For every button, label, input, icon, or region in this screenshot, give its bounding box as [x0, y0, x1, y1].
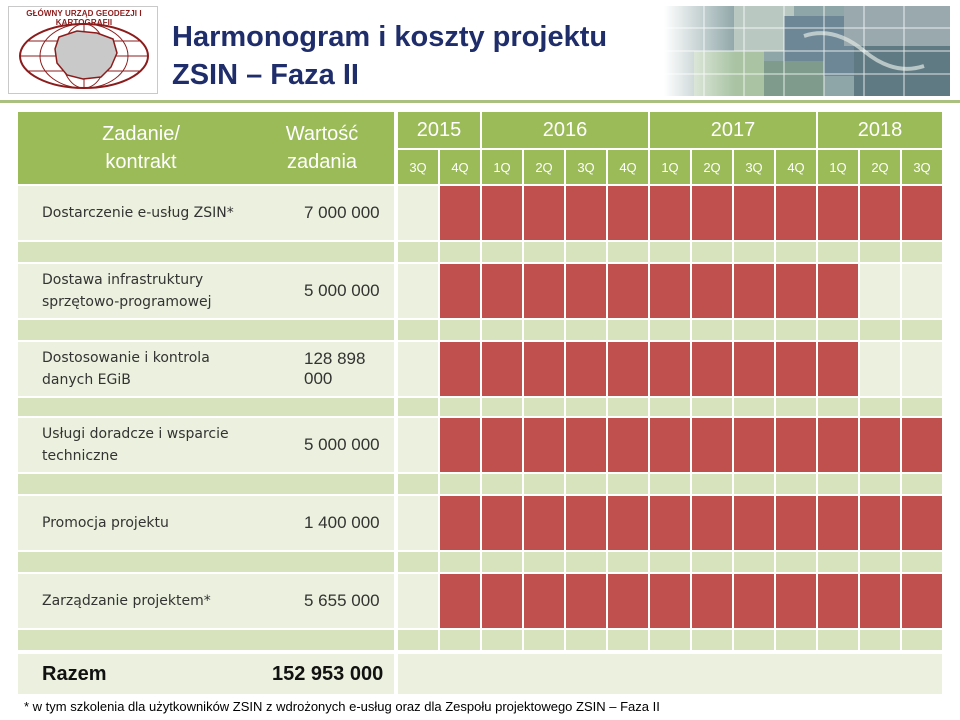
- row-spacer: [18, 474, 264, 494]
- total-label: [18, 654, 264, 694]
- quarter-col-1: [440, 150, 480, 184]
- year-2016-text: 2016: [542, 118, 588, 141]
- gantt-bar-cell: [734, 496, 774, 550]
- gantt-bar-cell: [482, 496, 522, 550]
- row-spacer: [566, 320, 606, 340]
- row-spacer: [692, 474, 732, 494]
- gantt-bar-cell: [440, 186, 480, 240]
- gantt-bar-cell: [734, 342, 774, 396]
- row-spacer: [398, 398, 438, 416]
- gugik-logo: [8, 6, 158, 94]
- row-spacer: [776, 320, 816, 340]
- gantt-empty-cell: [398, 342, 438, 396]
- row-spacer: [250, 474, 394, 494]
- task-label-0: [18, 186, 264, 240]
- quarter-col-2: [482, 150, 522, 184]
- quarter-col-4: [566, 150, 606, 184]
- gantt-bar-cell: [650, 186, 690, 240]
- gantt-empty-cell: [860, 264, 900, 318]
- row-spacer: [650, 630, 690, 650]
- row-spacer: [692, 398, 732, 416]
- task-label-3-text: Usługi doradcze i wsparcie techniczne: [42, 426, 229, 464]
- gantt-bar-cell: [776, 418, 816, 472]
- row-spacer: [524, 320, 564, 340]
- task-value-5-text: 5 655 000: [304, 591, 380, 610]
- row-spacer: [650, 474, 690, 494]
- task-value-4: [250, 496, 394, 550]
- quarter-col-9: [776, 150, 816, 184]
- gantt-empty-cell: [398, 186, 438, 240]
- gantt-empty-cell: [398, 418, 438, 472]
- header-task: [18, 112, 264, 184]
- row-spacer: [818, 320, 858, 340]
- gantt-bar-cell: [818, 496, 858, 550]
- quarter-col-6: [650, 150, 690, 184]
- row-spacer: [524, 398, 564, 416]
- quarter-col-8-text: 3Q: [745, 159, 763, 175]
- gantt-bar-cell: [482, 186, 522, 240]
- quarter-col-10: [818, 150, 858, 184]
- row-spacer: [902, 242, 942, 262]
- header-value-text: Wartość zadania: [285, 123, 359, 173]
- row-spacer: [566, 242, 606, 262]
- row-spacer: [608, 630, 648, 650]
- row-spacer: [818, 242, 858, 262]
- gantt-bar-cell: [524, 186, 564, 240]
- header-task-text: Zadanie/ kontrakt: [102, 123, 180, 173]
- gantt-bar-cell: [860, 418, 900, 472]
- gantt-bar-cell: [608, 264, 648, 318]
- year-2015: [398, 112, 480, 148]
- row-spacer: [250, 552, 394, 572]
- gantt-bar-cell: [482, 418, 522, 472]
- row-spacer: [566, 630, 606, 650]
- row-spacer: [524, 242, 564, 262]
- gantt-bar-cell: [734, 418, 774, 472]
- row-spacer: [776, 630, 816, 650]
- task-value-2-text: 128 898 000: [304, 349, 366, 388]
- row-spacer: [482, 242, 522, 262]
- row-spacer: [650, 320, 690, 340]
- row-spacer: [566, 474, 606, 494]
- task-value-1-text: 5 000 000: [304, 281, 380, 300]
- row-spacer: [818, 398, 858, 416]
- row-spacer: [440, 242, 480, 262]
- gantt-bar-cell: [734, 186, 774, 240]
- task-label-4: [18, 496, 264, 550]
- globe-map-icon: [11, 19, 157, 93]
- gantt-bar-cell: [692, 418, 732, 472]
- gantt-bar-cell: [608, 342, 648, 396]
- row-spacer: [398, 474, 438, 494]
- year-2017-text: 2017: [710, 118, 756, 141]
- gantt-bar-cell: [440, 264, 480, 318]
- gantt-bar-cell: [650, 496, 690, 550]
- row-spacer: [902, 474, 942, 494]
- row-spacer: [776, 398, 816, 416]
- year-2015-text: 2015: [416, 118, 462, 141]
- task-value-0: [250, 186, 394, 240]
- row-spacer: [566, 398, 606, 416]
- gantt-bar-cell: [818, 574, 858, 628]
- quarter-col-5-text: 4Q: [619, 159, 637, 175]
- gantt-bar-cell: [482, 264, 522, 318]
- task-value-0-text: 7 000 000: [304, 203, 380, 222]
- row-spacer: [902, 398, 942, 416]
- gantt-bar-cell: [566, 342, 606, 396]
- task-label-0-text: Dostarczenie e-usług ZSIN*: [42, 205, 234, 221]
- row-spacer: [18, 398, 264, 416]
- quarter-col-11: [860, 150, 900, 184]
- gantt-bar-cell: [566, 496, 606, 550]
- row-spacer: [398, 242, 438, 262]
- task-label-4-text: Promocja projektu: [42, 515, 169, 531]
- quarter-col-3: [524, 150, 564, 184]
- gantt-empty-cell: [902, 342, 942, 396]
- gantt-empty-cell: [398, 574, 438, 628]
- task-value-3: [250, 418, 394, 472]
- task-label-2-text: Dostosowanie i kontrola danych EGiB: [42, 350, 210, 388]
- row-spacer: [692, 630, 732, 650]
- task-label-5-text: Zarządzanie projektem*: [42, 593, 211, 609]
- row-spacer: [734, 242, 774, 262]
- quarter-col-7-text: 2Q: [703, 159, 721, 175]
- row-spacer: [734, 630, 774, 650]
- task-value-4-text: 1 400 000: [304, 513, 380, 532]
- gantt-bar-cell: [776, 342, 816, 396]
- task-label-1-text: Dostawa infrastruktury sprzętowo-programowej: [42, 272, 212, 310]
- row-spacer: [18, 552, 264, 572]
- year-2016: [482, 112, 648, 148]
- gantt-bar-cell: [692, 264, 732, 318]
- gantt-bar-cell: [650, 574, 690, 628]
- gantt-bar-cell: [524, 496, 564, 550]
- row-spacer: [650, 242, 690, 262]
- gantt-bar-cell: [776, 186, 816, 240]
- task-value-2: [250, 342, 394, 396]
- gantt-bar-cell: [860, 496, 900, 550]
- gantt-bar-cell: [902, 418, 942, 472]
- quarter-col-11-text: 2Q: [871, 159, 889, 175]
- row-spacer: [440, 552, 480, 572]
- row-spacer: [608, 552, 648, 572]
- quarter-col-0-text: 3Q: [409, 159, 427, 175]
- quarter-col-6-text: 1Q: [661, 159, 679, 175]
- total-label-text: Razem: [42, 662, 107, 685]
- row-spacer: [902, 552, 942, 572]
- gantt-bar-cell: [482, 574, 522, 628]
- gantt-bar-cell: [818, 264, 858, 318]
- quarter-col-0: [398, 150, 438, 184]
- row-spacer: [608, 242, 648, 262]
- row-spacer: [482, 320, 522, 340]
- task-label-3: [18, 418, 264, 472]
- gantt-bar-cell: [650, 342, 690, 396]
- title-line-1: Harmonogram i koszty projektu: [172, 21, 608, 53]
- gantt-bar-cell: [524, 574, 564, 628]
- title-line-2: ZSIN – Faza II: [172, 59, 359, 91]
- row-spacer: [692, 242, 732, 262]
- row-spacer: [860, 242, 900, 262]
- total-value-text: 152 953 000: [272, 662, 384, 685]
- gantt-bar-cell: [608, 186, 648, 240]
- row-spacer: [692, 320, 732, 340]
- page-title: [172, 18, 607, 94]
- gantt-bar-cell: [482, 342, 522, 396]
- quarter-col-2-text: 1Q: [493, 159, 511, 175]
- gantt-bar-cell: [860, 186, 900, 240]
- gantt-bar-cell: [902, 186, 942, 240]
- gantt-bar-cell: [692, 186, 732, 240]
- row-spacer: [608, 474, 648, 494]
- row-spacer: [860, 474, 900, 494]
- gantt-bar-cell: [818, 418, 858, 472]
- year-2017: [650, 112, 816, 148]
- gantt-bar-cell: [566, 574, 606, 628]
- gantt-bar-cell: [860, 574, 900, 628]
- row-spacer: [398, 630, 438, 650]
- quarter-col-12: [902, 150, 942, 184]
- gantt-bar-cell: [776, 264, 816, 318]
- row-spacer: [250, 242, 394, 262]
- row-spacer: [566, 552, 606, 572]
- row-spacer: [776, 242, 816, 262]
- gantt-bar-cell: [524, 342, 564, 396]
- gantt-bar-cell: [692, 496, 732, 550]
- gantt-bar-cell: [818, 342, 858, 396]
- task-label-2: [18, 342, 264, 396]
- row-spacer: [818, 552, 858, 572]
- row-spacer: [524, 474, 564, 494]
- row-spacer: [734, 552, 774, 572]
- row-spacer: [440, 474, 480, 494]
- gantt-bar-cell: [440, 418, 480, 472]
- row-spacer: [860, 320, 900, 340]
- row-spacer: [398, 320, 438, 340]
- row-spacer: [776, 552, 816, 572]
- row-spacer: [650, 552, 690, 572]
- row-spacer: [902, 630, 942, 650]
- row-spacer: [482, 474, 522, 494]
- gantt-bar-cell: [650, 418, 690, 472]
- task-value-1: [250, 264, 394, 318]
- row-spacer: [776, 474, 816, 494]
- row-spacer: [440, 398, 480, 416]
- row-spacer: [524, 552, 564, 572]
- gantt-bar-cell: [692, 342, 732, 396]
- gantt-bar-cell: [734, 264, 774, 318]
- gantt-bar-cell: [566, 186, 606, 240]
- gantt-bar-cell: [440, 496, 480, 550]
- task-label-5: [18, 574, 264, 628]
- quarter-col-8: [734, 150, 774, 184]
- row-spacer: [860, 630, 900, 650]
- row-spacer: [734, 398, 774, 416]
- row-spacer: [482, 398, 522, 416]
- gantt-bar-cell: [650, 264, 690, 318]
- row-spacer: [860, 398, 900, 416]
- gantt-bar-cell: [692, 574, 732, 628]
- footnote: * w tym szkolenia dla użytkowników ZSIN z wdrożonych e-usług oraz dla Zespołu projektowego ZSIN – Faza II: [24, 699, 660, 714]
- gantt-empty-cell: [398, 264, 438, 318]
- gantt-bar-cell: [902, 496, 942, 550]
- quarter-col-12-text: 3Q: [913, 159, 931, 175]
- row-spacer: [398, 552, 438, 572]
- row-spacer: [18, 242, 264, 262]
- row-spacer: [734, 474, 774, 494]
- row-spacer: [18, 630, 264, 650]
- header-value: [250, 112, 394, 184]
- row-spacer: [482, 552, 522, 572]
- gantt-bar-cell: [776, 496, 816, 550]
- row-spacer: [650, 398, 690, 416]
- year-2018-text: 2018: [857, 118, 903, 141]
- satellite-map-image: [664, 6, 950, 96]
- quarter-col-7: [692, 150, 732, 184]
- row-spacer: [860, 552, 900, 572]
- gantt-bar-cell: [734, 574, 774, 628]
- row-spacer: [482, 630, 522, 650]
- quarter-col-10-text: 1Q: [829, 159, 847, 175]
- gantt-bar-cell: [608, 418, 648, 472]
- quarter-col-3-text: 2Q: [535, 159, 553, 175]
- row-spacer: [692, 552, 732, 572]
- gantt-bar-cell: [566, 418, 606, 472]
- quarter-col-4-text: 3Q: [577, 159, 595, 175]
- gantt-empty-cell: [398, 496, 438, 550]
- gantt-bar-cell: [608, 496, 648, 550]
- gantt-bar-cell: [776, 574, 816, 628]
- gantt-bar-cell: [440, 342, 480, 396]
- quarter-col-5: [608, 150, 648, 184]
- row-spacer: [734, 320, 774, 340]
- logo-text: GŁÓWNY URZĄD GEODEZJI I KARTOGRAFII: [26, 9, 142, 27]
- year-2018: [818, 112, 942, 148]
- quarter-col-9-text: 4Q: [787, 159, 805, 175]
- task-value-5: [250, 574, 394, 628]
- gantt-bar-cell: [608, 574, 648, 628]
- gantt-bar-cell: [818, 186, 858, 240]
- total-value: [250, 654, 394, 694]
- row-spacer: [440, 320, 480, 340]
- row-spacer: [608, 398, 648, 416]
- row-spacer: [902, 320, 942, 340]
- row-spacer: [818, 630, 858, 650]
- gantt-bar-cell: [566, 264, 606, 318]
- task-value-3-text: 5 000 000: [304, 435, 380, 454]
- gantt-empty-cell: [860, 342, 900, 396]
- gantt-bar-cell: [524, 264, 564, 318]
- row-spacer: [250, 398, 394, 416]
- row-spacer: [250, 630, 394, 650]
- total-gantt-blank: [398, 654, 942, 694]
- row-spacer: [440, 630, 480, 650]
- gantt-bar-cell: [524, 418, 564, 472]
- row-spacer: [818, 474, 858, 494]
- header-divider: [0, 100, 960, 103]
- gantt-bar-cell: [902, 574, 942, 628]
- gantt-bar-cell: [440, 574, 480, 628]
- row-spacer: [250, 320, 394, 340]
- quarter-col-1-text: 4Q: [451, 159, 469, 175]
- row-spacer: [18, 320, 264, 340]
- row-spacer: [608, 320, 648, 340]
- row-spacer: [524, 630, 564, 650]
- gantt-empty-cell: [902, 264, 942, 318]
- task-label-1: [18, 264, 264, 318]
